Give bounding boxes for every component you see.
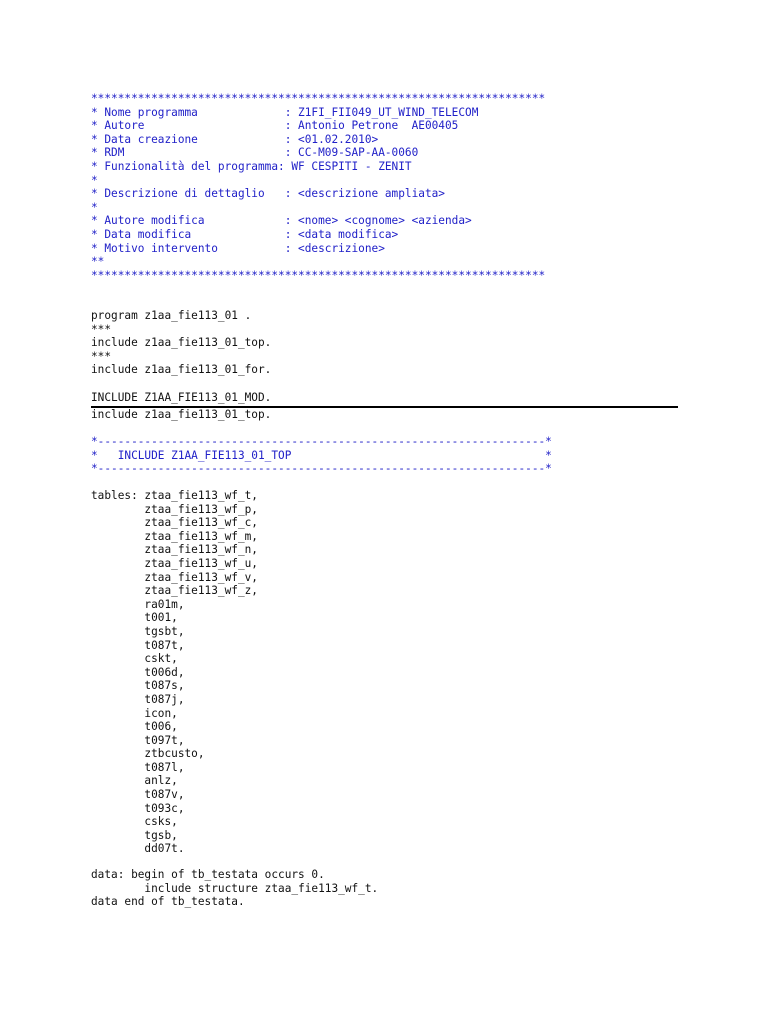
- code-line: [91, 377, 271, 391]
- header-comment-line: * Descrizione di dettaglio : <descrizione ampliata>: [91, 187, 445, 201]
- tables-line: tgsb,: [91, 828, 178, 842]
- code-line: ***: [91, 349, 112, 363]
- header-comment-line: * Funzionalità del programma: WF CESPITI - ZENIT: [91, 159, 412, 173]
- tables-line: t087s,: [91, 679, 185, 693]
- tables-line: tgsbt,: [91, 624, 185, 638]
- data-declaration: [91, 868, 378, 909]
- header-comment-line: * Autore modifica : <nome> <cognome> <azienda>: [91, 214, 472, 228]
- header-comment-line: * RDM : CC-M09-SAP-AA-0060: [91, 146, 419, 160]
- tables-line: ztaa_fie113_wf_n,: [91, 543, 258, 557]
- tables-line: t006,: [91, 720, 178, 734]
- header-comment-block: [91, 92, 545, 282]
- tables-line: t093c,: [91, 801, 185, 815]
- include-box-line: *-------------------------------------------------------------------*: [91, 435, 552, 448]
- header-comment-line: ********************************************************************: [91, 92, 546, 105]
- tables-line: t006d,: [91, 665, 185, 679]
- data-line: data end of tb_testata.: [91, 895, 245, 909]
- tables-line: ztaa_fie113_wf_c,: [91, 516, 258, 530]
- data-line: include structure ztaa_fie113_wf_t.: [91, 881, 379, 895]
- tables-line: t087t,: [91, 638, 185, 652]
- code-line: program z1aa_fie113_01 .: [91, 309, 252, 322]
- header-comment-line: * Motivo intervento : <descrizione>: [91, 241, 385, 255]
- header-comment-line: **: [91, 255, 105, 269]
- header-comment-line: * Data creazione : <01.02.2010>: [91, 132, 379, 146]
- tables-line: dd07t.: [91, 842, 185, 856]
- tables-line: cskt,: [91, 652, 178, 666]
- tables-line: t087j,: [91, 692, 185, 706]
- code-line: ***: [91, 322, 112, 336]
- tables-line: icon,: [91, 706, 178, 720]
- include-comment-box: [91, 435, 552, 476]
- tables-line: t097t,: [91, 733, 185, 747]
- tables-line: t087v,: [91, 788, 185, 802]
- tables-line: ra01m,: [91, 597, 185, 611]
- header-comment-line: * Nome programma : Z1FI_FII049_UT_WIND_TELECOM: [91, 105, 479, 119]
- code-line: INCLUDE Z1AA_FIE113_01_MOD.: [91, 390, 272, 404]
- header-comment-line: ********************************************************************: [91, 268, 546, 282]
- tables-line: ztaa_fie113_wf_v,: [91, 570, 258, 584]
- tables-declaration: [91, 489, 258, 856]
- include-top-line: [91, 408, 271, 422]
- tables-line: t001,: [91, 611, 178, 625]
- tables-line: ztaa_fie113_wf_z,: [91, 584, 258, 598]
- code-line: include z1aa_fie113_01_top.: [91, 408, 272, 421]
- tables-line: csks,: [91, 815, 178, 829]
- tables-line: ztaa_fie113_wf_m,: [91, 529, 258, 543]
- data-line: data: begin of tb_testata occurs 0.: [91, 868, 325, 881]
- code-line: include z1aa_fie113_01_for.: [91, 363, 272, 377]
- header-comment-line: *: [91, 200, 98, 214]
- tables-line: ztbcusto,: [91, 747, 205, 761]
- code-line: include z1aa_fie113_01_top.: [91, 336, 272, 350]
- tables-line: ztaa_fie113_wf_p,: [91, 502, 258, 516]
- header-comment-line: * Data modifica : <data modifica>: [91, 227, 399, 241]
- tables-line: ztaa_fie113_wf_u,: [91, 556, 258, 570]
- header-comment-line: *: [91, 173, 98, 187]
- include-box-line: * INCLUDE Z1AA_FIE113_01_TOP *: [91, 448, 552, 462]
- tables-line: t087l,: [91, 760, 185, 774]
- program-section: [91, 309, 271, 404]
- include-box-line: *-------------------------------------------------------------------*: [91, 462, 552, 476]
- tables-line: tables: ztaa_fie113_wf_t,: [91, 489, 258, 502]
- header-comment-line: * Autore : Antonio Petrone AE00405: [91, 119, 459, 133]
- tables-line: anlz,: [91, 774, 178, 788]
